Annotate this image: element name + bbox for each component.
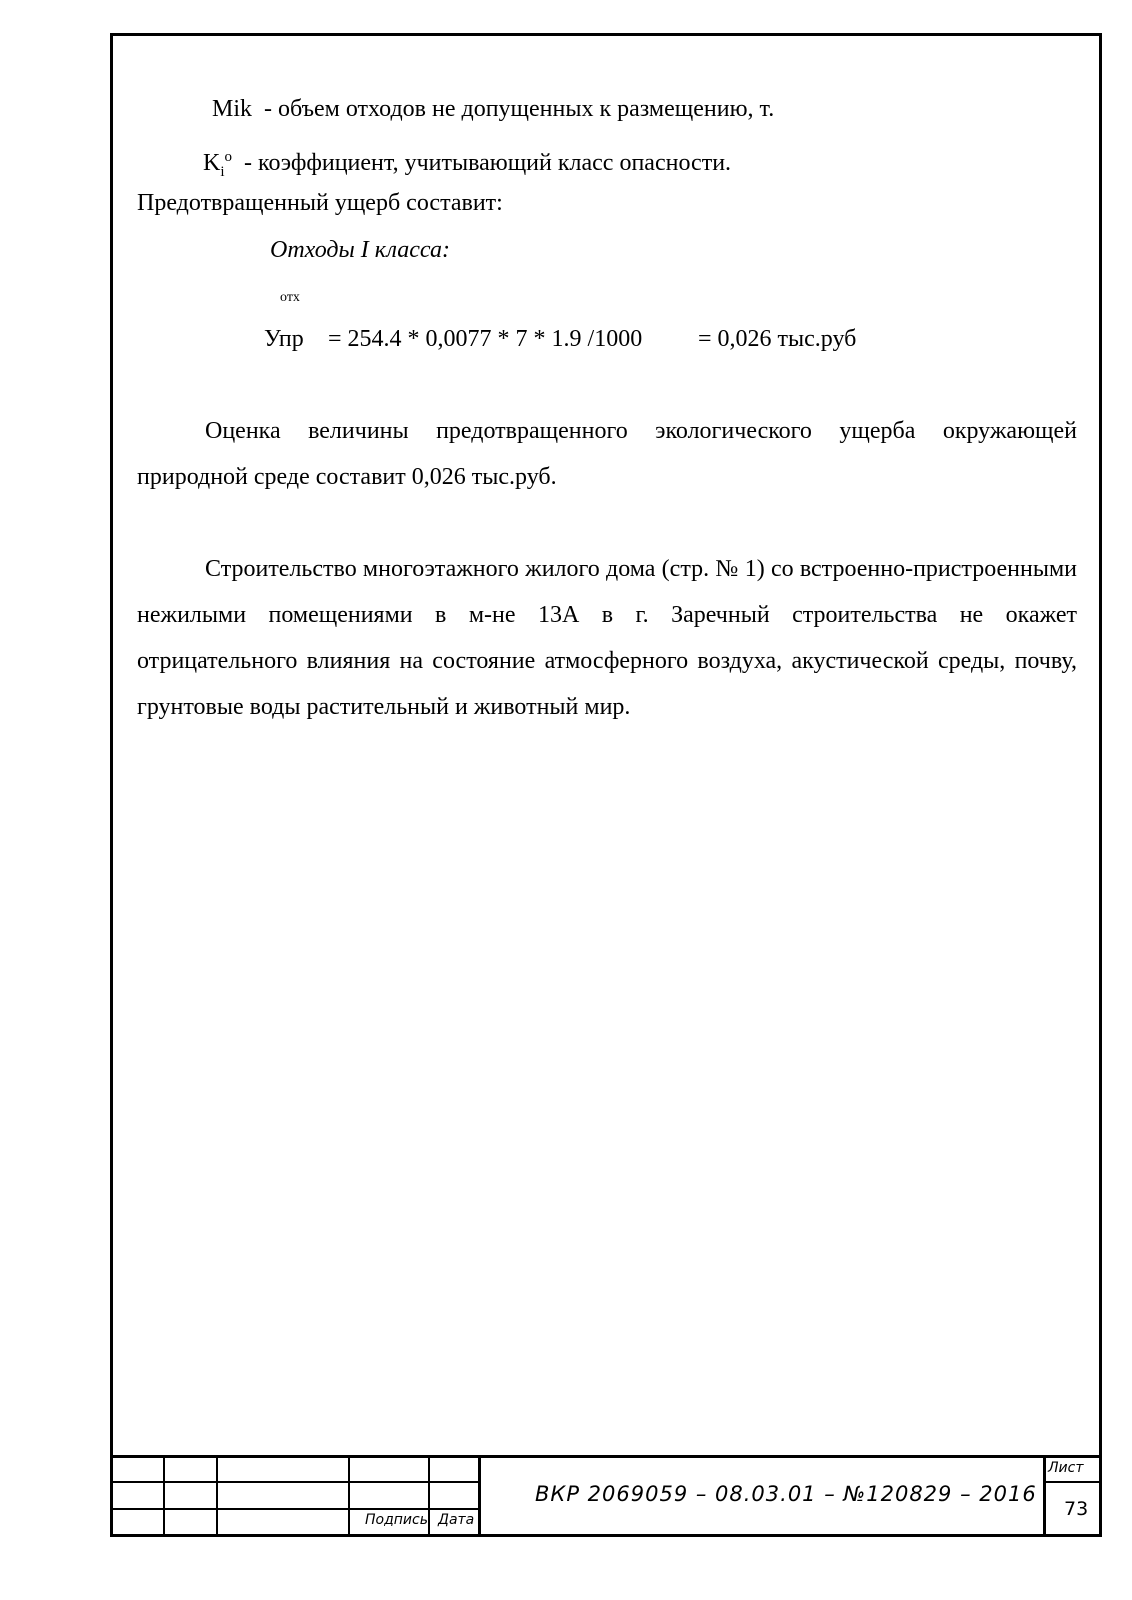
definition-symbol: Mik	[212, 96, 253, 122]
signature-label: Подпись	[365, 1512, 428, 1528]
definition-ki	[203, 142, 731, 187]
sheet-label: Лист	[1048, 1460, 1084, 1476]
intro-text: Предотвращенный ущерб составит:	[137, 190, 503, 216]
page-frame	[110, 33, 1102, 1537]
formula-superscript: отх	[280, 290, 300, 305]
formula-result: = 0,026 тыс.руб	[698, 326, 857, 352]
paragraph-assessment: Оценка величины предотвращенного экологического ущерба окружающей природной среде составит 0,026 тыс.руб.	[137, 418, 1077, 490]
definition-superscript: o	[224, 149, 233, 165]
paragraph-conclusion: Строительство многоэтажного жилого дома (стр. № 1) со встроенно-пристроенными нежилыми помещениями в м-не 13А в г. Заречный строительства не окажет отрицательного влияния на состояние атмосферного воздуха, акустической среды, почву, грунтовые воды растительный и животный мир.	[137, 556, 1077, 720]
definition-mik	[212, 94, 774, 124]
formula-lhs: Упр	[264, 326, 304, 352]
formula-rhs: = 254.4 * 0,0077 * 7 * 1.9 /1000	[328, 326, 643, 352]
definition-text: - объем отходов не допущенных к размещению, т.	[264, 96, 775, 122]
sheet-number: 73	[1064, 1498, 1089, 1520]
definition-text: - коэффициент, учитывающий класс опасности.	[244, 150, 732, 176]
definition-subscript: i	[220, 163, 225, 180]
waste-heading: Отходы I класса:	[270, 237, 450, 263]
definition-symbol: K	[203, 150, 221, 176]
date-label: Дата	[438, 1512, 475, 1528]
document-code: ВКР 2069059 – 08.03.01 – №120829 – 2016	[535, 1482, 1037, 1506]
